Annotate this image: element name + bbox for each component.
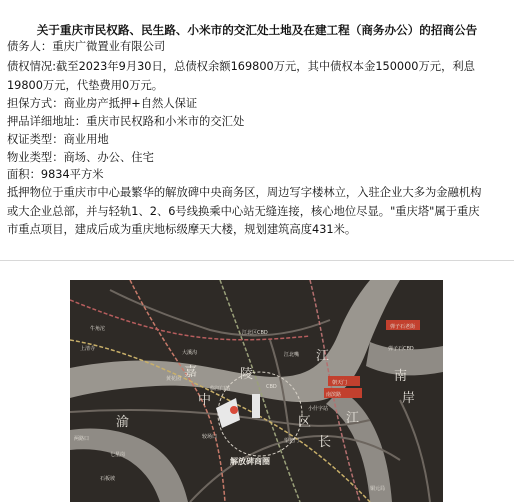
map-label-qu: 区	[298, 415, 312, 430]
map-label-shibanpo: 石板坡	[100, 476, 116, 482]
map-label-lianglukou: 两路口	[74, 436, 90, 442]
map-label-jiefangbei: 解放碑商圈	[230, 457, 270, 466]
map-label-jiang2: 江	[346, 411, 360, 426]
map-label-jiangbei-cbd: 江北区CBD	[242, 330, 268, 336]
map-label-huanghuayuan: 黄花园	[166, 376, 182, 382]
map-label-cbd: CBD	[266, 384, 277, 390]
property-type-line: 物业类型：商场、办公、住宅	[7, 151, 154, 164]
location-map	[70, 280, 443, 502]
cert-type-line: 权证类型：商业用地	[7, 133, 109, 146]
guarantee-line: 担保方式：商业房产抵押+自然人保证	[7, 97, 198, 110]
map-label-danzishi: 弹子石老街	[390, 324, 416, 330]
map-label-chang: 长	[318, 435, 332, 450]
map-svg	[70, 280, 443, 502]
map-label-qixinggang: 七星岗	[110, 452, 126, 458]
map-label-wanglongmen: 望龙门	[284, 438, 300, 444]
map-label-jia: 嘉	[184, 365, 198, 380]
area-line: 面积：9834平方米	[7, 168, 104, 181]
map-label-zhong: 中	[198, 393, 212, 408]
map-label-chaotianmen: 朝天门	[332, 380, 348, 386]
map-label-nan: 南	[394, 369, 408, 384]
site-pin	[230, 406, 238, 414]
description-line-1: 抵押物位于重庆市中心最繁华的解放碑中央商务区，周边写字楼林立，入驻企业大多为金融机构	[7, 186, 482, 199]
claim-line: 债权情况:截至2023年9月30日，总债权余额169800万元，其中债权本金150000万元，利息	[7, 60, 475, 73]
section-divider	[0, 260, 514, 261]
map-label-jiang1: 江	[316, 349, 330, 364]
map-label-ling: 陵	[240, 367, 254, 382]
article-title: 关于重庆市民权路、民生路、小米市的交汇处土地及在建工程（商务办公）的招商公告	[36, 23, 478, 37]
map-label-danzishi-cbd: 弹子石CBD	[388, 346, 414, 352]
address-line: 押品详细地址：重庆市民权路和小米市的交汇处	[7, 115, 245, 128]
map-label-daxigou: 大溪沟	[182, 350, 198, 356]
map-label-shangqingsi: 上清寺	[80, 346, 96, 352]
tower-marker	[252, 394, 260, 418]
description-line-3: 市重点项目，建成后成为重庆地标级摩天大楼，规划建筑高度431米。	[7, 223, 357, 236]
description-line-2: 或大企业总部，并与轻轨1、2、6号线换乘中心站无缝连接，核心地位尽显。"重庆塔"属于重庆	[7, 205, 480, 218]
claim-line-cont: 19800万元，代垫费用0万元。	[7, 79, 164, 92]
map-label-yu: 渝	[116, 415, 130, 430]
map-label-linjiangmen: 临江门站	[210, 386, 231, 392]
map-label-xiaoshizi: 小什字站	[308, 406, 329, 412]
debtor-line: 债务人：重庆广微置业有限公司	[7, 40, 166, 53]
map-label-jiangbeizui: 江北嘴	[284, 352, 300, 358]
map-label-tongyuanju: 铜元局	[370, 486, 386, 492]
map-label-niujiaotuo: 牛角沱	[90, 326, 106, 332]
map-label-an: 岸	[402, 391, 416, 406]
map-label-jiaochangkou: 较场口	[202, 434, 218, 440]
map-label-nanbin: 南滨路	[326, 392, 342, 398]
